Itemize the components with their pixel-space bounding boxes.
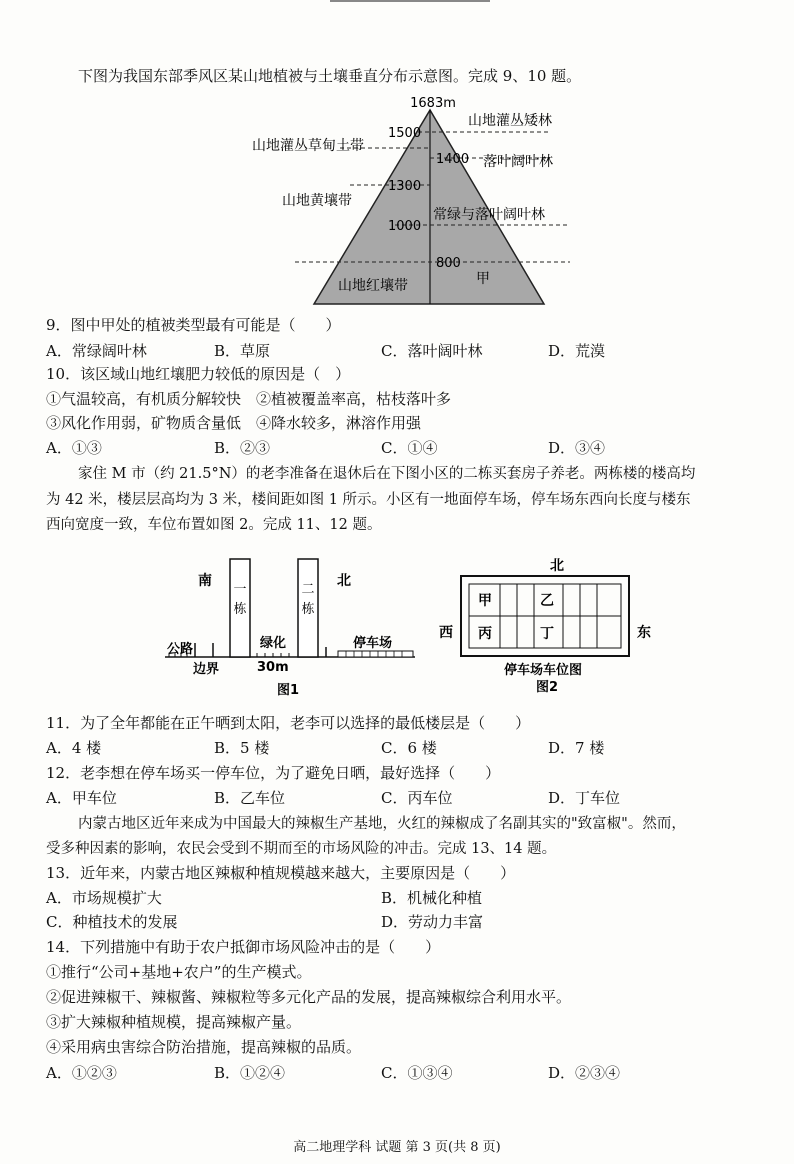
q13-option-d[interactable]: D．劳动力丰富 xyxy=(381,913,484,931)
building-2-unit: 栋 xyxy=(301,602,315,617)
soil-meadow: 山地灌丛草甸土带 xyxy=(252,138,364,154)
q14-option-b[interactable]: B．①②④ xyxy=(214,1064,286,1082)
q10-item-1: ①气温较高，有机质分解较快 ②植被覆盖率高，枯枝落叶多 xyxy=(46,390,452,408)
q14-stem: 14．下列措施中有助于农户抵御市场风险冲击的是（ ） xyxy=(46,938,441,956)
q14-item-3: ③扩大辣椒种植规模，提高辣椒产量。 xyxy=(46,1013,302,1031)
q13-option-a[interactable]: A．市场规模扩大 xyxy=(46,889,162,907)
soil-red: 山地红壤带 xyxy=(338,278,408,294)
q10-option-d[interactable]: D．③④ xyxy=(548,439,606,457)
parking-label: 停车场 xyxy=(353,636,393,651)
page-footer: 高二地理学科 试题 第 3 页(共 8 页) xyxy=(293,1140,501,1155)
q13-stem: 13．近年来，内蒙古地区辣椒种植规模越来越大，主要原因是（ ） xyxy=(46,864,516,882)
boundary-label: 边界 xyxy=(193,662,220,677)
distance-label: 30m xyxy=(257,660,289,675)
q14-item-2: ②促进辣椒干、辣椒酱、辣椒粒等多元化产品的发展，提高辣椒综合利用水平。 xyxy=(46,988,572,1006)
intro-pepper-1: 内蒙古地区近年来成为中国最大的辣椒生产基地，火红的辣椒成了名副其实的"致富椒"。然而， xyxy=(78,816,686,832)
fig1-caption: 图1 xyxy=(277,683,300,698)
peak-label: 1683m xyxy=(410,96,456,111)
elev-1500: 1500 xyxy=(388,126,422,141)
building-1-num: 一 xyxy=(233,582,247,597)
q14-item-4: ④采用病虫害综合防治措施，提高辣椒的品质。 xyxy=(46,1038,362,1056)
spot-ding: 丁 xyxy=(540,626,554,642)
intro-housing-3: 西向宽度一致，车位布置如图 2。完成 11、12 题。 xyxy=(46,517,382,533)
q12-option-d[interactable]: D．丁车位 xyxy=(548,789,621,807)
elev-1300: 1300 xyxy=(388,179,422,194)
figure-1-buildings xyxy=(165,555,420,703)
q9-option-b[interactable]: B．草原 xyxy=(214,342,271,360)
veg-jia: 甲 xyxy=(476,271,490,287)
mountain-diagram xyxy=(240,92,580,308)
fig1-north: 北 xyxy=(337,573,351,589)
q9-option-c[interactable]: C．落叶阔叶林 xyxy=(381,342,483,360)
fig1-south: 南 xyxy=(198,573,212,589)
building-2-num: 二 xyxy=(301,582,315,597)
road-label: 公路 xyxy=(167,642,194,657)
q11-option-b[interactable]: B．5 楼 xyxy=(214,739,270,757)
intro-mountain: 下图为我国东部季风区某山地植被与土壤垂直分布示意图。完成 9、10 题。 xyxy=(78,67,582,85)
q9-option-d[interactable]: D．荒漠 xyxy=(548,342,606,360)
veg-shrub: 山地灌丛矮林 xyxy=(468,113,552,129)
spot-bing: 丙 xyxy=(478,626,492,642)
q13-option-c[interactable]: C．种植技术的发展 xyxy=(46,913,178,931)
q14-option-d[interactable]: D．②③④ xyxy=(548,1064,621,1082)
soil-yellow: 山地黄壤带 xyxy=(282,193,352,209)
q14-option-c[interactable]: C．①③④ xyxy=(381,1064,453,1082)
q11-option-d[interactable]: D．7 楼 xyxy=(548,739,605,757)
fig2-west: 西 xyxy=(439,625,453,641)
q10-option-a[interactable]: A．①③ xyxy=(46,439,102,457)
q11-stem: 11．为了全年都能在正午晒到太阳，老李可以选择的最低楼层是（ ） xyxy=(46,714,531,732)
building-1-unit: 栋 xyxy=(233,602,247,617)
figure-2-parking xyxy=(432,555,692,703)
spot-yi: 乙 xyxy=(540,593,554,609)
q10-option-c[interactable]: C．①④ xyxy=(381,439,438,457)
intro-pepper-2: 受多种因素的影响，农民会受到不期而至的市场风险的冲击。完成 13、14 题。 xyxy=(46,841,557,857)
spot-jia: 甲 xyxy=(478,593,492,609)
intro-housing-2: 为 42 米，楼层层高均为 3 米，楼间距如图 1 所示。小区有一地面停车场，停车场东西向长度与楼东 xyxy=(46,492,691,508)
elev-1000: 1000 xyxy=(388,219,422,234)
q12-option-a[interactable]: A．甲车位 xyxy=(46,789,117,807)
q11-option-c[interactable]: C．6 楼 xyxy=(381,739,437,757)
q9-stem: 9．图中甲处的植被类型最有可能是（ ） xyxy=(46,316,341,334)
fig2-east: 东 xyxy=(637,625,651,641)
fig2-title: 停车场车位图 xyxy=(504,663,583,678)
q12-option-c[interactable]: C．丙车位 xyxy=(381,789,453,807)
q10-option-b[interactable]: B．②③ xyxy=(214,439,271,457)
elev-800: 800 xyxy=(436,256,461,271)
q12-stem: 12．老李想在停车场买一停车位，为了避免日晒，最好选择（ ） xyxy=(46,764,501,782)
elev-1400: 1400 xyxy=(436,152,470,167)
q14-item-1: ①推行“公司+基地+农户”的生产模式。 xyxy=(46,963,312,981)
green-label: 绿化 xyxy=(260,636,287,651)
veg-deciduous: 落叶阔叶林 xyxy=(483,154,553,170)
intro-housing-1: 家住 M 市（约 21.5°N）的老李准备在退休后在下图小区的二栋买套房子养老。两栋楼的楼高均 xyxy=(78,466,696,482)
q12-option-b[interactable]: B．乙车位 xyxy=(214,789,286,807)
q14-option-a[interactable]: A．①②③ xyxy=(46,1064,117,1082)
q11-option-a[interactable]: A．4 楼 xyxy=(46,739,102,757)
q13-option-b[interactable]: B．机械化种植 xyxy=(381,889,483,907)
fig2-caption: 图2 xyxy=(536,680,559,695)
q9-option-a[interactable]: A．常绿阔叶林 xyxy=(46,342,147,360)
veg-mixed: 常绿与落叶阔叶林 xyxy=(433,207,545,223)
top-edge-mark xyxy=(330,0,490,6)
q10-item-2: ③风化作用弱，矿物质含量低 ④降水较多，淋溶作用强 xyxy=(46,414,422,432)
fig2-north: 北 xyxy=(550,558,564,574)
q10-stem: 10．该区域山地红壤肥力较低的原因是（ ） xyxy=(46,365,351,383)
